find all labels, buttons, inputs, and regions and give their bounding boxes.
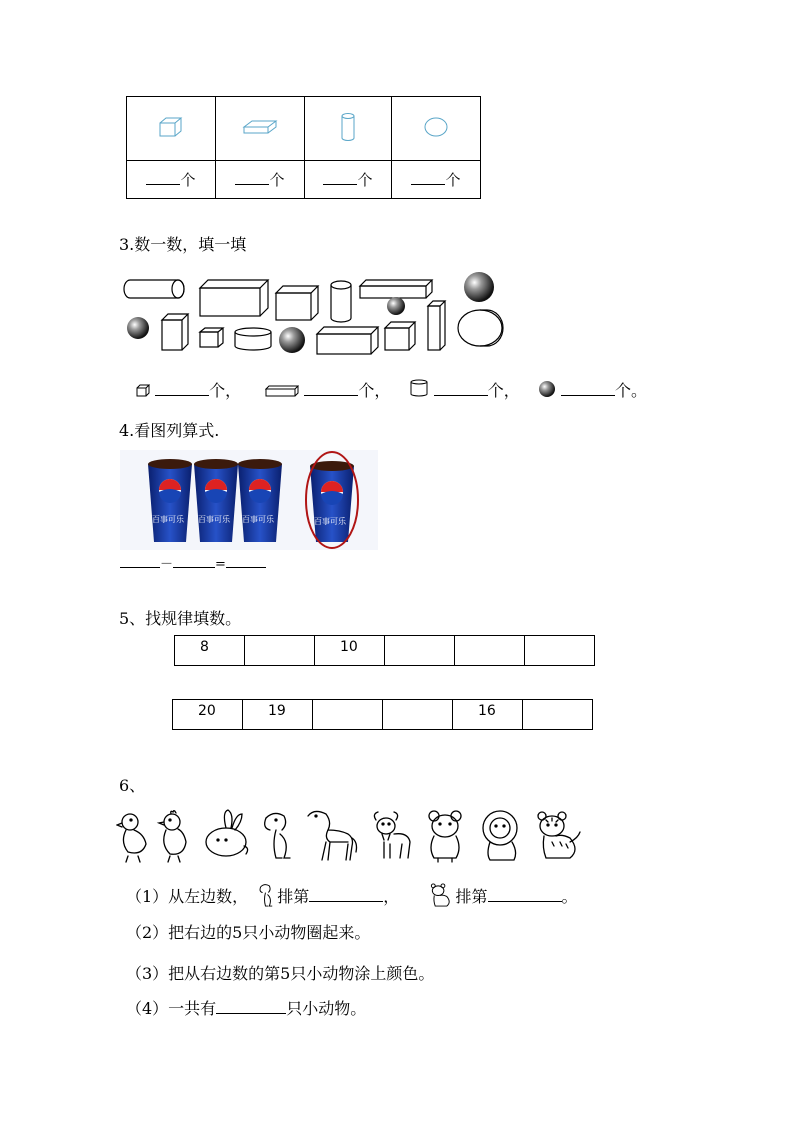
sequence-cell: 10 bbox=[315, 636, 385, 666]
sequence-cell[interactable] bbox=[245, 636, 315, 666]
question-4-title: 4.看图列算式. bbox=[119, 421, 220, 440]
question-6-line-2: （2）把右边的5只小动物圈起来。 bbox=[126, 923, 371, 942]
unit-label: 个 bbox=[180, 171, 196, 189]
cylinder-icon bbox=[409, 379, 429, 397]
cup-3 bbox=[238, 459, 282, 542]
line-text: （1）从左边数， bbox=[126, 887, 249, 906]
answer-blank[interactable] bbox=[120, 553, 160, 568]
cup-label: 百事可乐 bbox=[198, 515, 230, 524]
unit-label: 个， bbox=[358, 381, 391, 400]
bear-icon bbox=[429, 811, 461, 862]
cup-2 bbox=[194, 459, 238, 542]
animals-row bbox=[116, 808, 586, 866]
answer-blank[interactable] bbox=[304, 381, 358, 396]
line-text: （4）一共有 bbox=[126, 999, 217, 1018]
question-6-title: 6、 bbox=[119, 776, 146, 795]
sequence-table-2 bbox=[172, 699, 593, 730]
line-text: 。 bbox=[561, 887, 578, 906]
flat-box-icon bbox=[242, 118, 278, 136]
line-text: 排第 bbox=[277, 887, 310, 906]
answer-blank[interactable] bbox=[173, 553, 215, 568]
cup-label: 百事可乐 bbox=[314, 517, 346, 526]
sequence-cell[interactable] bbox=[383, 700, 453, 730]
answer-cell[interactable] bbox=[216, 161, 305, 199]
unit-label: 个， bbox=[487, 381, 520, 400]
pepsi-cups-figure bbox=[120, 450, 378, 550]
sequence-cell[interactable] bbox=[523, 700, 593, 730]
shape-cell bbox=[127, 97, 216, 161]
question-3-answers bbox=[136, 378, 647, 401]
question-3-title: 3.数一数，填一填 bbox=[119, 235, 247, 254]
dog-icon bbox=[265, 813, 290, 858]
equals-sign: = bbox=[215, 557, 226, 572]
answer-cell[interactable] bbox=[305, 161, 392, 199]
answer-blank[interactable] bbox=[561, 381, 615, 396]
sequence-cell[interactable] bbox=[385, 636, 455, 666]
unit-label: 个 bbox=[445, 171, 461, 189]
cup-label: 百事可乐 bbox=[242, 515, 274, 524]
sequence-cell: 8 bbox=[175, 636, 245, 666]
shape-cell bbox=[392, 97, 481, 161]
cuboid-icon bbox=[265, 385, 299, 397]
answer-blank[interactable] bbox=[488, 887, 562, 902]
cube-icon bbox=[158, 116, 184, 138]
question-5-title: 5、找规律填数。 bbox=[119, 609, 242, 628]
sequence-table-1 bbox=[174, 635, 595, 666]
cup-1 bbox=[148, 459, 192, 542]
goat-icon bbox=[374, 812, 410, 858]
cylinder-icon bbox=[340, 112, 356, 142]
horse-icon bbox=[308, 811, 357, 860]
dog-icon bbox=[253, 882, 277, 908]
line-text: 只小动物。 bbox=[286, 999, 367, 1018]
question-6-line-1 bbox=[126, 882, 578, 908]
question-6-line-4 bbox=[126, 996, 366, 1019]
minus-sign: － bbox=[160, 557, 174, 572]
sequence-cell: 16 bbox=[453, 700, 523, 730]
shape-count-table bbox=[126, 96, 481, 199]
lion-icon bbox=[483, 811, 517, 860]
unit-label: 个 bbox=[269, 171, 285, 189]
answer-blank[interactable] bbox=[226, 553, 266, 568]
sequence-cell: 19 bbox=[243, 700, 313, 730]
shape-cell bbox=[305, 97, 392, 161]
cube-icon bbox=[136, 384, 150, 397]
line-text: ， bbox=[383, 887, 400, 906]
sequence-cell: 20 bbox=[173, 700, 243, 730]
answer-cell[interactable] bbox=[392, 161, 481, 199]
sphere-icon bbox=[423, 116, 449, 138]
answer-blank[interactable] bbox=[216, 999, 286, 1014]
answer-blank[interactable] bbox=[155, 381, 209, 396]
rabbit-icon bbox=[206, 810, 248, 856]
unit-label: 个， bbox=[209, 381, 242, 400]
chick-icon bbox=[159, 811, 186, 862]
duck-icon bbox=[117, 814, 146, 862]
question-6-line-3: （3）把从右边数的第5只小动物涂上颜色。 bbox=[126, 964, 435, 983]
line-text: 排第 bbox=[455, 887, 488, 906]
question-4-equation bbox=[120, 553, 266, 572]
cup-label: 百事可乐 bbox=[152, 515, 184, 524]
sphere-icon bbox=[538, 380, 556, 398]
answer-cell[interactable] bbox=[127, 161, 216, 199]
answer-blank[interactable] bbox=[434, 381, 488, 396]
tiger-icon bbox=[426, 882, 456, 908]
solids-figure bbox=[120, 268, 510, 360]
sequence-cell[interactable] bbox=[455, 636, 525, 666]
shape-cell bbox=[216, 97, 305, 161]
unit-label: 个。 bbox=[614, 381, 647, 400]
answer-blank[interactable] bbox=[309, 887, 383, 902]
sequence-cell[interactable] bbox=[313, 700, 383, 730]
cup-4-circled bbox=[306, 452, 358, 548]
unit-label: 个 bbox=[357, 171, 373, 189]
sequence-cell[interactable] bbox=[525, 636, 595, 666]
tiger-icon bbox=[538, 812, 580, 858]
